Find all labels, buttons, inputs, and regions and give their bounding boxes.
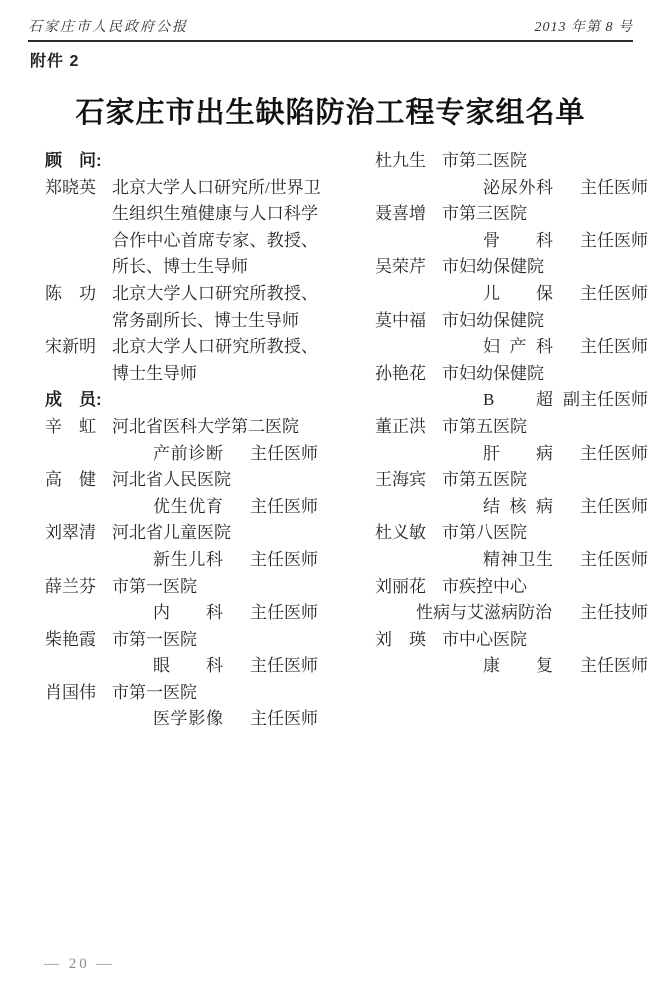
member-name: 聂喜增 <box>375 204 426 224</box>
member-dept-row <box>375 547 648 574</box>
member-row <box>45 574 318 601</box>
member-dept-row <box>45 600 318 627</box>
gazette-title: 石家庄市人民政府公报 <box>28 20 188 35</box>
member-row <box>375 627 648 654</box>
member-title: 主任医师 <box>250 656 318 676</box>
member-name: 杜义敏 <box>375 523 426 543</box>
member-row <box>375 308 648 335</box>
member-dept: 妇产科 <box>483 337 553 357</box>
member-dept-row <box>375 653 648 680</box>
member-dept-row <box>375 441 648 468</box>
member-name: 肖国伟 <box>45 682 96 702</box>
member-org: 市第二医院 <box>442 151 527 170</box>
member-title: 主任医师 <box>580 443 648 463</box>
member-dept: 内科 <box>153 603 223 623</box>
member-name: 刘翠清 <box>45 523 96 543</box>
advisor-row <box>45 281 318 334</box>
member-dept: 产前诊断 <box>153 443 223 463</box>
member-row <box>375 520 648 547</box>
section-row <box>45 148 318 175</box>
member-dept: 结核病 <box>483 496 553 516</box>
member-dept-row <box>375 228 648 255</box>
member-title: 主任医师 <box>580 549 648 569</box>
issue-number: 2013 年第 8 号 <box>534 20 633 35</box>
member-org: 市第五医院 <box>442 416 527 436</box>
member-name: 王海宾 <box>375 470 426 490</box>
member-dept: 骨科 <box>483 230 553 250</box>
member-title: 主任技师 <box>580 603 648 623</box>
section-label: 成 员: <box>45 390 102 410</box>
member-name: 董正洪 <box>375 416 426 436</box>
roster-column-right <box>375 148 648 680</box>
member-name: 高 健 <box>45 470 96 490</box>
member-title: 主任医师 <box>250 549 318 569</box>
member-row <box>45 414 318 441</box>
member-dept: 儿保 <box>483 283 553 303</box>
member-name: 孙艳花 <box>375 363 426 383</box>
member-org: 市第一医院 <box>112 682 197 702</box>
member-org: 市妇幼保健院 <box>442 257 544 277</box>
member-dept-row <box>45 706 318 733</box>
member-org: 市中心医院 <box>442 629 527 649</box>
roster-column-left <box>45 148 321 733</box>
advisor-name: 郑晓英 <box>45 177 96 197</box>
member-dept-row <box>375 600 648 627</box>
member-org: 市疾控中心 <box>442 576 527 596</box>
member-org: 市第五医院 <box>442 470 527 490</box>
attachment-label: 附件 2 <box>30 53 80 70</box>
member-row <box>375 201 648 228</box>
member-dept-row <box>375 494 648 521</box>
member-dept: 肝病 <box>483 443 553 463</box>
member-dept: B超 <box>483 390 553 410</box>
member-dept-row <box>45 653 318 680</box>
member-name: 刘丽花 <box>375 576 426 596</box>
member-title: 副主任医师 <box>563 390 648 410</box>
member-dept: 性病与艾滋病防治 <box>416 603 552 623</box>
member-row <box>45 627 318 654</box>
member-dept: 泌尿外科 <box>483 177 553 197</box>
advisor-desc-line: 北京大学人口研究所教授、 <box>112 283 318 303</box>
member-row <box>45 520 318 547</box>
member-name: 辛 虹 <box>45 416 96 436</box>
member-row <box>375 254 648 281</box>
advisor-name: 宋新明 <box>45 337 96 357</box>
member-title: 主任医师 <box>250 603 318 623</box>
member-row <box>375 574 648 601</box>
member-dept-row <box>375 387 648 414</box>
advisor-desc <box>112 334 318 387</box>
section-label: 顾 问: <box>45 151 102 170</box>
member-dept: 眼科 <box>153 656 223 676</box>
advisor-desc <box>112 281 318 334</box>
member-title: 主任医师 <box>580 496 648 516</box>
advisor-row <box>45 334 318 387</box>
member-name: 柴艳霞 <box>45 629 96 649</box>
member-title: 主任医师 <box>580 656 648 676</box>
member-org: 市妇幼保健院 <box>442 363 544 383</box>
member-name: 吴荣芹 <box>375 257 426 277</box>
member-dept-row <box>45 441 318 468</box>
member-row <box>375 414 648 441</box>
document-title: 石家庄市出生缺陷防治工程专家组名单 <box>75 97 586 129</box>
member-dept: 新生儿科 <box>153 549 223 569</box>
member-row <box>375 467 648 494</box>
advisor-desc-line: 常务副所长、博士生导师 <box>112 310 299 330</box>
advisor-desc-line: 生组织生殖健康与人口科学 <box>112 204 318 224</box>
member-name: 刘 瑛 <box>375 629 426 649</box>
member-name: 莫中福 <box>375 310 426 330</box>
member-title: 主任医师 <box>250 709 318 729</box>
advisor-name: 陈 功 <box>45 283 96 303</box>
member-name: 薛兰芬 <box>45 576 96 596</box>
member-title: 主任医师 <box>580 283 648 303</box>
section-row <box>45 387 318 414</box>
member-title: 主任医师 <box>580 177 648 197</box>
advisor-desc-line: 所长、博士生导师 <box>112 257 248 277</box>
member-org: 河北省儿童医院 <box>112 523 231 543</box>
member-dept: 精神卫生 <box>483 549 553 569</box>
member-org: 市第八医院 <box>442 523 527 543</box>
member-dept-row <box>375 175 648 202</box>
member-org: 市第一医院 <box>112 576 197 596</box>
member-row <box>45 680 318 707</box>
advisor-desc-line: 合作中心首席专家、教授、 <box>112 230 318 250</box>
member-dept-row <box>375 334 648 361</box>
member-org: 市妇幼保健院 <box>442 310 544 330</box>
member-row <box>375 361 648 388</box>
member-dept: 优生优育 <box>153 496 223 516</box>
page-header <box>28 13 633 42</box>
advisor-desc-line: 北京大学人口研究所/世界卫 <box>112 177 321 197</box>
member-row <box>45 467 318 494</box>
member-title: 主任医师 <box>580 230 648 250</box>
member-name: 杜九生 <box>375 151 426 170</box>
member-org: 市第一医院 <box>112 629 197 649</box>
member-org: 河北省人民医院 <box>112 470 231 490</box>
advisor-desc <box>112 175 321 281</box>
member-dept-row <box>45 494 318 521</box>
member-title: 主任医师 <box>250 443 318 463</box>
member-dept-row <box>45 547 318 574</box>
advisor-desc-line: 博士生导师 <box>112 363 197 383</box>
advisor-row <box>45 175 321 281</box>
advisor-desc-line: 北京大学人口研究所教授、 <box>112 337 318 357</box>
member-dept: 康复 <box>483 656 553 676</box>
member-org: 市第三医院 <box>442 204 527 224</box>
member-title: 主任医师 <box>580 337 648 357</box>
member-org: 河北省医科大学第二医院 <box>112 416 299 436</box>
member-title: 主任医师 <box>250 496 318 516</box>
member-row <box>375 148 648 175</box>
member-dept-row <box>375 281 648 308</box>
member-dept: 医学影像 <box>153 709 223 729</box>
page-number: — 20 — <box>44 956 115 972</box>
